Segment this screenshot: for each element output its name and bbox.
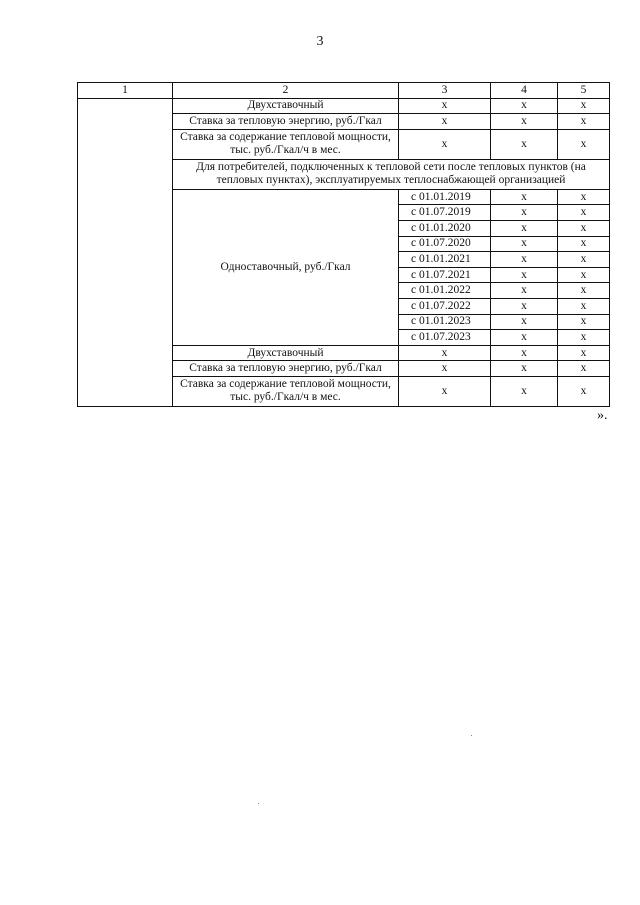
cell-value: х bbox=[491, 283, 558, 299]
cell-value: х bbox=[491, 205, 558, 221]
cell-value: х bbox=[399, 345, 491, 361]
cell-value: х bbox=[558, 129, 610, 159]
scan-speck bbox=[258, 803, 259, 804]
date-cell: с 01.07.2022 bbox=[399, 298, 491, 314]
cell-value: х bbox=[491, 114, 558, 130]
header-cell-2: 2 bbox=[173, 83, 399, 99]
cell-value: х bbox=[558, 205, 610, 221]
date-cell: с 01.01.2023 bbox=[399, 314, 491, 330]
date-cell: с 01.01.2022 bbox=[399, 283, 491, 299]
cell-value: х bbox=[491, 129, 558, 159]
cell-value: х bbox=[558, 220, 610, 236]
column-1-blank-cell bbox=[78, 98, 173, 406]
cell-value: х bbox=[399, 98, 491, 114]
cell-value: х bbox=[399, 376, 491, 406]
row-label: Ставка за тепловую энергию, руб./Гкал bbox=[173, 361, 399, 377]
cell-value: х bbox=[399, 361, 491, 377]
cell-value: х bbox=[558, 189, 610, 205]
cell-value: х bbox=[558, 98, 610, 114]
date-cell: с 01.01.2020 bbox=[399, 220, 491, 236]
cell-value: х bbox=[491, 330, 558, 346]
tariff-table bbox=[77, 82, 610, 407]
cell-value: х bbox=[491, 376, 558, 406]
scan-speck bbox=[471, 735, 472, 736]
cell-value: х bbox=[558, 314, 610, 330]
header-cell-1: 1 bbox=[78, 83, 173, 99]
cell-value: х bbox=[491, 98, 558, 114]
date-cell: с 01.01.2019 bbox=[399, 189, 491, 205]
row-label: Ставка за содержание тепловой мощности, тыс. руб./Гкал/ч в мес. bbox=[173, 376, 399, 406]
cell-value: х bbox=[399, 129, 491, 159]
date-cell: с 01.07.2020 bbox=[399, 236, 491, 252]
cell-value: х bbox=[558, 345, 610, 361]
cell-value: х bbox=[558, 252, 610, 268]
cell-value: х bbox=[491, 267, 558, 283]
date-cell: с 01.07.2019 bbox=[399, 205, 491, 221]
section-title: Для потребителей, подключенных к тепловой сети после тепловых пунктов (на тепловых пунктах), эксплуатируемых теплоснабжающей организацией bbox=[173, 159, 610, 189]
row-label: Ставка за содержание тепловой мощности, тыс. руб./Гкал/ч в мес. bbox=[173, 129, 399, 159]
cell-value: х bbox=[491, 236, 558, 252]
row-label: Двухставочный bbox=[173, 98, 399, 114]
table-row bbox=[78, 98, 610, 114]
row-label: Двухставочный bbox=[173, 345, 399, 361]
cell-value: х bbox=[558, 283, 610, 299]
cell-value: х bbox=[491, 314, 558, 330]
cell-value: х bbox=[558, 267, 610, 283]
cell-value: х bbox=[558, 376, 610, 406]
closing-quote-mark: ». bbox=[597, 408, 608, 423]
cell-value: х bbox=[491, 298, 558, 314]
cell-value: х bbox=[558, 298, 610, 314]
header-cell-4: 4 bbox=[491, 83, 558, 99]
cell-value: х bbox=[491, 189, 558, 205]
cell-value: х bbox=[491, 220, 558, 236]
cell-value: х bbox=[491, 345, 558, 361]
cell-value: х bbox=[491, 361, 558, 377]
row-label: Ставка за тепловую энергию, руб./Гкал bbox=[173, 114, 399, 130]
cell-value: х bbox=[558, 236, 610, 252]
table-header-row bbox=[78, 83, 610, 99]
cell-value: х bbox=[491, 252, 558, 268]
header-cell-5: 5 bbox=[558, 83, 610, 99]
date-cell: с 01.07.2023 bbox=[399, 330, 491, 346]
cell-value: х bbox=[558, 361, 610, 377]
one-rate-label: Одноставочный, руб./Гкал bbox=[173, 189, 399, 345]
cell-value: х bbox=[558, 330, 610, 346]
date-cell: с 01.07.2021 bbox=[399, 267, 491, 283]
cell-value: х bbox=[558, 114, 610, 130]
date-cell: с 01.01.2021 bbox=[399, 252, 491, 268]
header-cell-3: 3 bbox=[399, 83, 491, 99]
cell-value: х bbox=[399, 114, 491, 130]
page-number: 3 bbox=[316, 34, 324, 49]
